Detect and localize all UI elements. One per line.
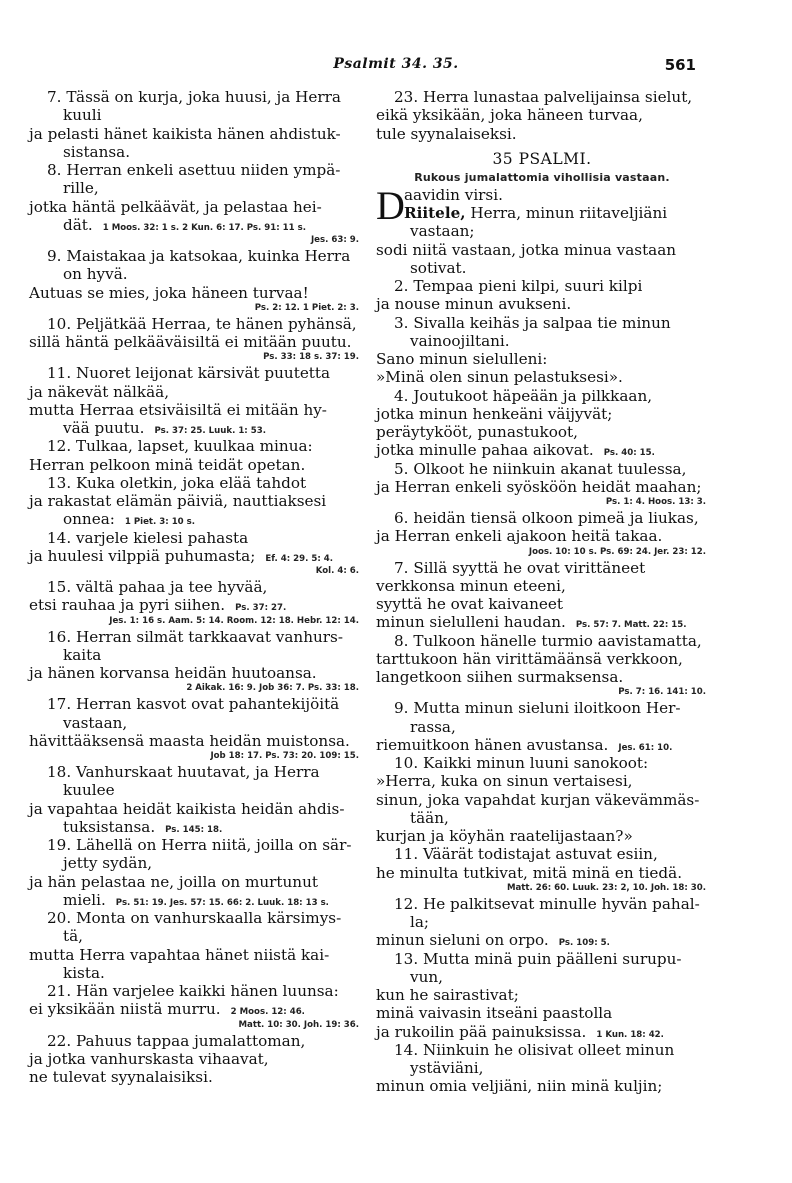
verse-line xyxy=(29,333,361,351)
verse-text: vää puutu. xyxy=(63,419,145,437)
verse-text: ja vapahtaa heidät kaikista heidän ahdis- xyxy=(29,799,345,818)
verse-line xyxy=(29,628,361,646)
verse-line xyxy=(376,88,708,106)
verse-text: 23. Herra lunastaa palvelijainsa sielut, xyxy=(394,88,693,106)
verse-text: jotka häntä pelkäävät, ja pelastaa hei- xyxy=(29,197,322,216)
verse-line xyxy=(29,836,361,854)
verse-line xyxy=(29,891,361,909)
verse-text: kun he sairastivat; xyxy=(376,986,519,1004)
verse-text: vastaan; xyxy=(410,222,475,241)
verse-line xyxy=(29,106,361,124)
drop-cap: D xyxy=(376,182,405,228)
verse-line xyxy=(376,772,708,790)
verse-line xyxy=(376,241,708,259)
verse-line xyxy=(29,714,361,732)
verse-line xyxy=(29,315,361,333)
verse-line xyxy=(29,161,361,179)
verse-line xyxy=(29,763,361,781)
cross-reference: Matt. 10: 30. Joh. 19: 36. xyxy=(238,1019,359,1030)
cross-reference: Ps. 33: 18 s. 37: 19. xyxy=(263,352,359,363)
cross-reference: Ps. 40: 15. xyxy=(603,448,655,459)
verse-text: 3. Sivalla keihäs ja salpaa tie minun xyxy=(394,313,671,332)
verse-text: sodi niitä vastaan, jotka minua vastaan xyxy=(376,240,677,259)
verse-line xyxy=(29,247,361,265)
verse-line xyxy=(376,332,708,350)
verse-text: ja rakastat elämän päiviä, nauttiaksesi xyxy=(29,492,327,510)
cross-reference: Ps. 7: 16. 141: 10. xyxy=(618,687,706,698)
verse-line xyxy=(29,143,361,161)
verse-text: ja hänen korvansa heidän huutoansa. xyxy=(29,664,317,682)
verse-text: 8. Tulkoon hänelle turmio aavistamatta, xyxy=(394,631,702,650)
verse-line xyxy=(376,668,708,686)
verse-line xyxy=(29,964,361,982)
verse-text: ja huulesi vilppiä puhumasta; xyxy=(29,546,256,565)
verse-text: Autuas se mies, joka häneen turvaa! xyxy=(29,283,309,302)
verse-text: minun omia veljiäni, niin minä kuljin; xyxy=(376,1077,663,1096)
verse-line xyxy=(376,754,708,772)
verse-line xyxy=(29,529,361,547)
verse-text: 15. vältä pahaa ja tee hyvää, xyxy=(47,578,268,596)
verse-line xyxy=(376,791,708,809)
verse-text: 10. Kaikki minun luuni sanokoot: xyxy=(394,754,649,772)
cross-reference: Ps. 37: 25. Luuk. 1: 53. xyxy=(154,426,266,436)
verse-text: hävittääksensä maasta heidän muistonsa. xyxy=(29,731,350,750)
verse-line xyxy=(376,387,708,405)
cross-reference: 1 Moos. 32: 1 s. 2 Kun. 6: 17. Ps. 91: 11 s. xyxy=(102,222,306,233)
verse-line xyxy=(29,664,361,682)
verse-line xyxy=(376,1023,708,1041)
verse-text: mieli. xyxy=(63,890,106,909)
verse-text: 7. Sillä syyttä he ovat virittäneet xyxy=(394,558,646,577)
verse-line xyxy=(376,845,708,863)
verse-text: mutta Herra vapahtaa hänet niistä kai- xyxy=(29,945,330,964)
verse-line xyxy=(376,577,708,595)
verse-text: minä vaivasin itseäni paastolla xyxy=(376,1004,613,1023)
verse-text: kista. xyxy=(63,963,105,982)
verse-text: sistansa. xyxy=(63,142,131,161)
verse-text: 16. Herran silmät tarkkaavat vanhurs- xyxy=(47,627,343,646)
verse-line xyxy=(376,931,708,949)
verse-line xyxy=(376,895,708,913)
verse-text: ja jotka vanhurskasta vihaavat, xyxy=(29,1049,269,1068)
verse-line xyxy=(376,259,708,277)
verse-line xyxy=(29,578,361,596)
verse-text: tarttukoon hän virittämäänsä verkkoon, xyxy=(376,649,683,668)
verse-line xyxy=(29,125,361,143)
verse-line xyxy=(376,277,708,295)
psalm-subtitle: Rukous jumalattomia vihollisia vastaan. xyxy=(414,170,670,184)
verse-text: tuksistansa. xyxy=(63,817,156,836)
cross-reference: Jes. 63: 9. xyxy=(310,235,359,245)
cross-reference: 1 Kun. 18: 42. xyxy=(596,1029,664,1040)
cross-reference: Ps. 1: 4. Hoos. 13: 3. xyxy=(605,497,706,507)
verse-line xyxy=(376,595,708,613)
verse-text: tule syynalaiseksi. xyxy=(376,124,517,143)
verse-text: 13. Mutta minä puin päälleni surupu- xyxy=(394,949,682,968)
verse-line xyxy=(29,732,361,750)
page-number: 561 xyxy=(664,56,696,74)
verse-line xyxy=(376,699,708,717)
cross-reference: 2 Moos. 12: 46. xyxy=(230,1007,305,1018)
verse-text: 13. Kuka oletkin, joka elää tahdot xyxy=(47,473,307,492)
verse-text: la; xyxy=(410,913,430,931)
verse-text: ja rukoilin pää painuksissa. xyxy=(376,1022,587,1041)
verse-line xyxy=(29,179,361,197)
cross-reference: Ps. 2: 12. 1 Piet. 2: 3. xyxy=(254,302,359,313)
verse-line xyxy=(376,827,708,845)
verse-line xyxy=(29,946,361,964)
cross-reference: 1 Piet. 3: 10 s. xyxy=(124,517,196,528)
verse-text: 7. Tässä on kurja, joka huusi, ja Herra xyxy=(47,88,341,106)
verse-line xyxy=(376,478,708,496)
left-column xyxy=(29,88,361,1086)
verse-line xyxy=(29,854,361,872)
verse-text: ja näkevät nälkää, xyxy=(29,382,170,401)
verse-text: aavidin virsi. xyxy=(404,185,503,204)
verse-line xyxy=(376,986,708,1004)
verse-line xyxy=(29,800,361,818)
verse-text: tään, xyxy=(410,808,449,827)
running-header xyxy=(0,56,792,80)
verse-line xyxy=(376,314,708,332)
verse-line xyxy=(29,456,361,474)
verse-text: sillä häntä pelkääväisiltä ei mitään puutu. xyxy=(29,333,352,351)
verse-text: riemuitkoon hänen avustansa. xyxy=(376,735,609,754)
verse-line xyxy=(376,632,708,650)
verse-text: »Minä olen sinun pelastuksesi». xyxy=(376,368,623,387)
verse-text: Herran pelkoon minä teidät opetan. xyxy=(29,455,306,474)
verse-line xyxy=(376,1059,708,1077)
verse-text: 11. Väärät todistajat astuvat esiin, xyxy=(394,845,658,864)
verse-line xyxy=(29,1050,361,1068)
verse-text: ystäviäni, xyxy=(410,1059,484,1077)
cross-reference: Ps. 51: 19. Jes. 57: 15. 66: 2. Luuk. 18: 13 s. xyxy=(115,897,329,908)
cross-reference: Ef. 4: 29. 5: 4. xyxy=(265,553,334,564)
verse-line xyxy=(376,736,708,754)
verse-line xyxy=(376,460,708,478)
verse-line xyxy=(376,350,708,368)
verse-text: 20. Monta on vanhurskaalla kärsimys- xyxy=(47,909,342,927)
verse-text: ja pelasti hänet kaikista hänen ahdistuk- xyxy=(29,124,341,143)
verse-text: he minulta tutkivat, mitä minä en tiedä. xyxy=(376,863,683,882)
verse-line xyxy=(29,437,361,455)
verse-text: peräytykööt, punastukoot, xyxy=(376,423,578,441)
cross-reference: Jes. 61: 10. xyxy=(618,742,673,753)
verse-text: vun, xyxy=(410,967,443,986)
cross-reference: Ps. 57: 7. Matt. 22: 15. xyxy=(575,620,687,631)
verse-text: rille, xyxy=(63,179,99,198)
verse-text: 18. Vanhurskaat huutavat, ja Herra xyxy=(47,763,320,781)
verse-line xyxy=(29,284,361,302)
verse-line xyxy=(29,1068,361,1086)
verse-text: onnea: xyxy=(63,510,115,529)
verse-text: 9. Maistakaa ja katsokaa, kuinka Herra xyxy=(47,247,351,265)
verse-text: minun sielulleni haudan. xyxy=(376,613,566,632)
cross-reference: 2 Aikak. 16: 9. Job 36: 7. Ps. 33: 18. xyxy=(186,683,359,694)
verse-line xyxy=(376,1077,708,1095)
verse-text: Sano minun sielulleni: xyxy=(376,350,548,368)
verse-text: 10. Peljätkää Herraa, te hänen pyhänsä, xyxy=(47,314,357,333)
verse-line xyxy=(29,88,361,106)
verse-line xyxy=(29,818,361,836)
verse-text: ne tulevat syynalaisiksi. xyxy=(29,1068,213,1086)
verse-text: 6. heidän tiensä olkoon pimeä ja liukas, xyxy=(394,509,699,527)
verse-line xyxy=(29,419,361,437)
verse-text: sotivat. xyxy=(410,258,467,277)
verse-text: 19. Lähellä on Herra niitä, joilla on sär- xyxy=(47,836,352,854)
verse-line xyxy=(29,401,361,419)
cross-reference: Matt. 26: 60. Luuk. 23: 2, 10. Joh. 18: 30. xyxy=(506,882,706,893)
verse-line xyxy=(376,968,708,986)
verse-text: kaita xyxy=(63,645,102,664)
verse-text: langetkoon siihen surmaksensa. xyxy=(376,668,624,686)
verse-line xyxy=(29,909,361,927)
verse-text: eikä yksikään, joka häneen turvaa, xyxy=(376,106,643,125)
verse-text: rassa, xyxy=(410,717,456,736)
verse-text: verkkonsa minun eteeni, xyxy=(376,576,566,595)
verse-line xyxy=(376,913,708,931)
verse-line xyxy=(29,492,361,510)
verse-line xyxy=(29,695,361,713)
right-column xyxy=(376,88,708,1096)
verse-line xyxy=(29,1032,361,1050)
verse-line xyxy=(29,873,361,891)
verse-line xyxy=(29,927,361,945)
verse-text: 11. Nuoret leijonat kärsivät puutetta xyxy=(47,364,331,383)
verse-line xyxy=(29,982,361,1000)
verse-line xyxy=(376,423,708,441)
verse-text: sinun, joka vapahdat kurjan väkevämmäs- xyxy=(376,790,700,809)
verse-line xyxy=(29,781,361,799)
verse-text: mutta Herraa etsiväisiltä ei mitään hy- xyxy=(29,400,327,419)
verse-text: 21. Hän varjelee kaikki hänen luunsa: xyxy=(47,982,339,1000)
verse-text: ja Herran enkeli syösköön heidät maahan; xyxy=(376,477,702,496)
verse-line xyxy=(376,559,708,577)
verse-text: on hyvä. xyxy=(63,265,128,284)
verse-text: 4. Joutukoot häpeään ja pilkkaan, xyxy=(394,386,653,405)
verse-line xyxy=(376,125,708,143)
verse-line xyxy=(29,510,361,528)
verse-text: Herra, minun riitaveljiäni xyxy=(465,204,668,222)
verse-line xyxy=(376,650,708,668)
verse-line xyxy=(29,265,361,283)
verse-text: 8. Herran enkeli asettuu niiden ympä- xyxy=(47,161,341,179)
cross-reference: Job 18: 17. Ps. 73: 20. 109: 15. xyxy=(210,751,359,761)
verse-text: 12. Tulkaa, lapset, kuulkaa minua: xyxy=(47,437,313,456)
verse-text: jetty sydän, xyxy=(63,854,153,873)
cross-reference: Jes. 1: 16 s. Aam. 5: 14. Room. 12: 18. Hebr. 12: 14. xyxy=(109,615,359,626)
verse-text: 14. Niinkuin he olisivat olleet minun xyxy=(394,1040,675,1059)
verse-text: 2. Tempaa pieni kilpi, suuri kilpi xyxy=(394,277,643,295)
verse-text: 22. Pahuus tappaa jumalattoman, xyxy=(47,1031,306,1050)
verse-line xyxy=(376,950,708,968)
verse-text: ei yksikään niistä murru. xyxy=(29,1000,221,1019)
verse-line xyxy=(376,204,708,222)
cross-reference: Ps. 145: 18. xyxy=(165,824,223,835)
verse-line xyxy=(29,646,361,664)
verse-text: tä, xyxy=(63,927,83,946)
verse-text: 14. varjele kielesi pahasta xyxy=(47,528,249,547)
verse-line xyxy=(29,547,361,565)
verse-line xyxy=(376,1004,708,1022)
verse-line xyxy=(29,364,361,382)
verse-line xyxy=(376,295,708,313)
verse-text: syyttä he ovat kaivaneet xyxy=(376,595,563,613)
cross-reference: Ps. 109: 5. xyxy=(558,938,610,949)
verse-line xyxy=(376,222,708,240)
verse-line xyxy=(29,474,361,492)
verse-line xyxy=(376,718,708,736)
verse-line xyxy=(376,405,708,423)
verse-line xyxy=(376,864,708,882)
psalm-title: 35 PSALMI. xyxy=(492,149,592,168)
verse-line xyxy=(29,216,361,234)
verse-text: kurjan ja köyhän raatelijastaan?» xyxy=(376,827,633,845)
verse-line xyxy=(376,509,708,527)
verse-line xyxy=(376,106,708,124)
verse-text: 17. Herran kasvot ovat pahantekijöitä xyxy=(47,695,340,714)
verse-line xyxy=(29,1000,361,1018)
verse-text: 12. He palkitsevat minulle hyvän pahal- xyxy=(394,894,700,913)
verse-text: ja Herran enkeli ajakoon heitä takaa. xyxy=(376,527,663,546)
verse-line xyxy=(29,198,361,216)
verse-text: jotka minun henkeäni väijyvät; xyxy=(376,404,613,423)
cross-reference: Kol. 4: 6. xyxy=(315,566,359,576)
verse-line xyxy=(376,613,708,631)
verse-line xyxy=(376,368,708,386)
verse-text: jotka minulle pahaa aikovat. xyxy=(376,441,594,460)
verse-line xyxy=(376,441,708,459)
verse-text: kuulee xyxy=(63,781,115,800)
verse-line xyxy=(29,596,361,614)
verse-text: »Herra, kuka on sinun vertaisesi, xyxy=(376,772,633,791)
verse-text: vainoojiltani. xyxy=(410,331,510,350)
verse-text: kuuli xyxy=(63,106,102,125)
verse-text: etsi rauhaa ja pyri siihen. xyxy=(29,596,226,615)
verse-text: vastaan, xyxy=(63,713,128,732)
verse-text: ja hän pelastaa ne, joilla on murtunut xyxy=(29,872,318,891)
verse-text: minun sieluni on orpo. xyxy=(376,931,549,950)
verse-first-word: Riitele, xyxy=(404,204,466,222)
verse-text: 9. Mutta minun sieluni iloitkoon Her- xyxy=(394,699,681,718)
cross-reference: Ps. 37: 27. xyxy=(235,603,287,614)
verse-text: ja nouse minun avukseni. xyxy=(376,295,572,314)
verse-line xyxy=(376,1041,708,1059)
verse-text: 5. Olkoot he niinkuin akanat tuulessa, xyxy=(394,459,687,478)
verse-text: dät. xyxy=(63,215,93,234)
verse-line xyxy=(376,527,708,545)
running-title: Psalmit 34. 35. xyxy=(333,56,459,72)
verse-line xyxy=(29,383,361,401)
cross-reference: Joos. 10: 10 s. Ps. 69: 24. Jer. 23: 12. xyxy=(528,546,706,557)
verse-line xyxy=(376,809,708,827)
